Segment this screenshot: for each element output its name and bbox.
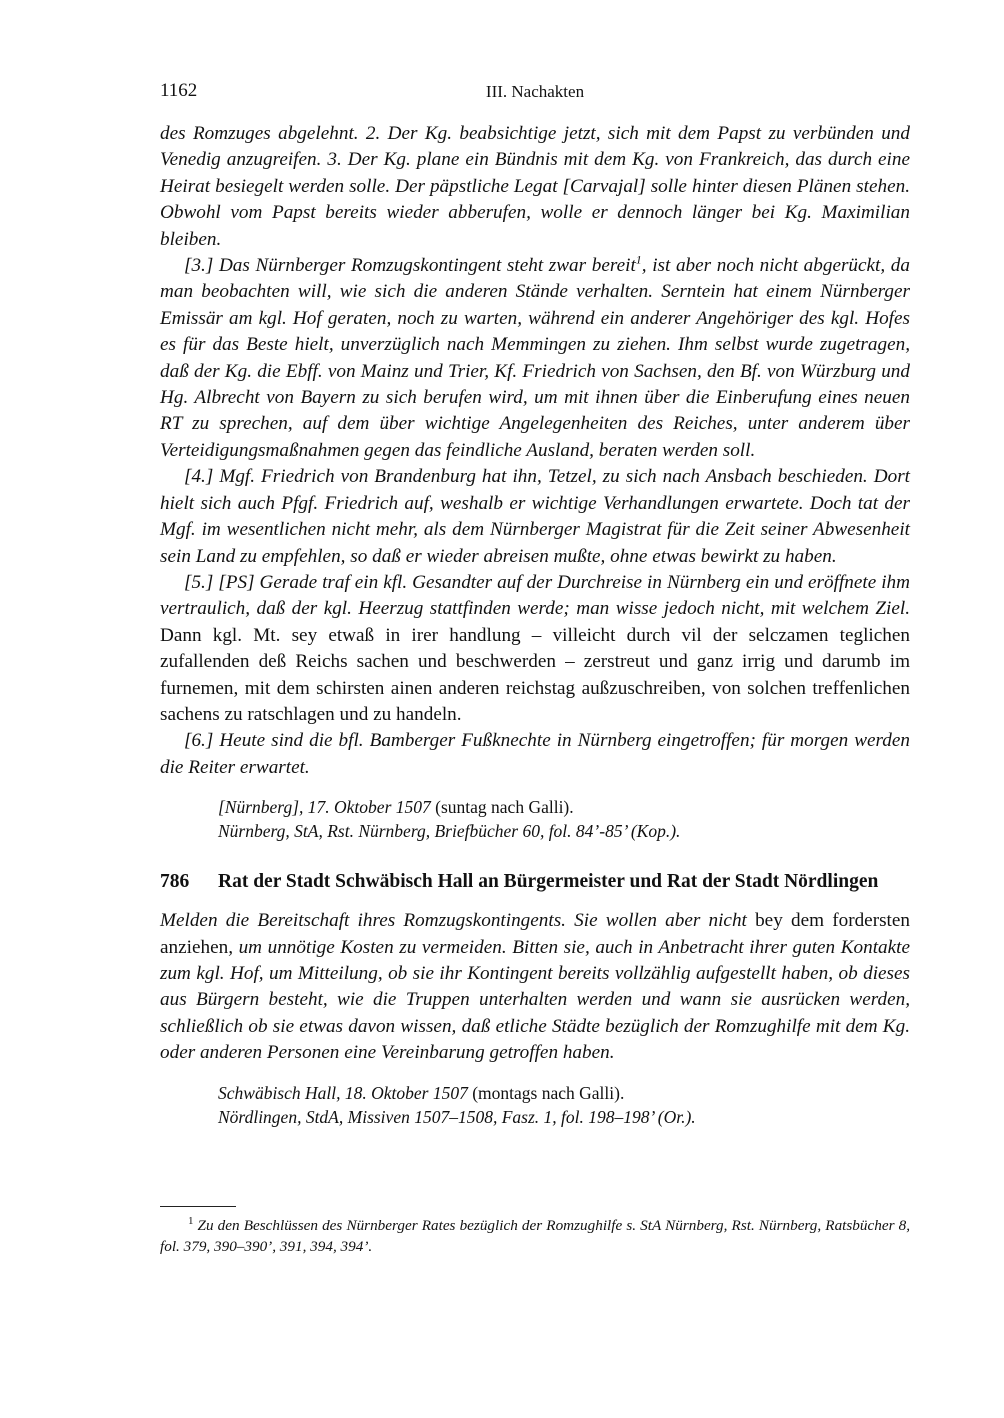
source-citation: Nördlingen, StdA, Missiven 1507–1508, Fasz. 1, fol. 198–198’ (Or.). (218, 1106, 696, 1127)
paragraph-3 (160, 253, 910, 464)
dating-place-date: [Nürnberg], 17. Oktober 1507 (218, 797, 431, 818)
paragraph-5-summary: [5.] [PS] Gerade traf ein kfl. Gesandter auf der Durchreise in Nürnberg ein und eröffnete ihm vertraulich, daß der kgl. Heerzug stattfinden werde; man wisse jedoch nicht, mit welchem Ziel. (160, 571, 910, 620)
footnote-reference[interactable]: 1 (635, 252, 642, 267)
regest-quotation: bey dem fordersten anziehen (160, 910, 910, 958)
document-number: 786 (160, 871, 190, 893)
continuation-paragraph: des Romzuges abgelehnt. 2. Der Kg. beabsichtige jetzt, sich mit dem Papst zu verbünden und Venedig anzugreifen. 3. Der Kg. plane ein Bündnis mit dem Kg. von Frankreich, das durch eine Heirat besiegelt werden solle. Der päpstliche Legat [Carvajal] solle hinter diesen Plänen stehen. Obwohl vom Papst bereits wieder abberufen, wolle er dennoch länger bei Kg. Maximilian bleiben. (160, 123, 910, 250)
paragraph-6: [6.] Heute sind die bfl. Bamberger Fußknechte in Nürnberg eingetroffen; für morgen werden die Reiter erwartet. (160, 730, 910, 778)
dating-place-date: Schwäbisch Hall, 18. Oktober 1507 (218, 1082, 468, 1103)
footnote-text: Zu den Beschlüssen des Nürnberger Rates bezüglich der Romzughilfe s. StA Nürnberg, Rst. Nürnberg, Ratsbücher 8, fol. 379, 390–390’, 391, 394, 394’. (160, 1217, 910, 1256)
paragraph-4: [4.] Mgf. Friedrich von Brandenburg hat ihn, Tetzel, zu sich nach Ansbach beschieden. Dort hielt sich auch Pfgf. Friedrich auf, weshalb er wichtige Verhandlungen erwartete. Doch tat der Mgf. im wesentlichen nicht mehr, als dem Nürnberger Magistrat für die Zeit seiner Abwesenheit sein Land zu empfehlen, so daß er wieder abreisen mußte, ohne etwas bewirkt zu haben. (160, 466, 910, 567)
page-header (160, 80, 910, 110)
paragraph-3-text: [3.] Das Nürnberger Romzugskontingent steht zwar bereit (184, 255, 636, 277)
main-text (160, 121, 910, 1129)
dating-original-date: (suntag nach Galli). (430, 797, 574, 818)
paragraph-3-text-continued: , ist aber noch nicht abgerückt, da man beobachten will, wie sich die anderen Stände verhalten. Serntein hat einem Nürnberger Emissär am kgl. Hof geraten, noch zu warten, während ein anderer Angehöriger des kgl. Hofes es für das Beste hielt, unverzüglich nach Memmingen zu ziehen. Ihm selbst wurde zugetragen, daß der Kg. die Ebff. von Mainz und Trier, Kf. Friedrich von Sachsen, den Bf. von Würzburg und Hg. Albrecht von Bayern zu sich berufen wird, um mit ihnen über die Einberufung eines neuen RT zu sprechen, auf dem über wichtige Angelegenheiten des Reiches, unter anderem über Verteidigungsmaßnahmen gegen das feindliche Ausland, beraten werden soll. (160, 255, 910, 461)
footnote-divider (160, 1206, 236, 1207)
dating-line (218, 1081, 910, 1105)
dating-line (218, 795, 910, 819)
document-title: Rat der Stadt Schwäbisch Hall an Bürgermeister und Rat der Stadt Nördlingen (218, 871, 879, 893)
document-heading-786 (160, 869, 910, 895)
source-citation: Nürnberg, StA, Rst. Nürnberg, Briefbücher 60, fol. 84’-85’ (Kop.). (218, 821, 681, 842)
paragraph-5-quotation: Dann kgl. Mt. sey etwaß in irer handlung – villeicht durch vil der selczamen teglichen zufallenden deß Reichs sachen und beschwerden – zerstreut und ganz irrig und darumb im furnemen, mit dem schirsten ainen anderen reichstag außzuschreiben, von solchen treffenlichen sachens zu ratschlagen und zu handeln. (160, 624, 910, 725)
regest-786 (160, 908, 910, 1066)
footnote (160, 1211, 910, 1257)
paragraph-5 (160, 570, 910, 728)
dating-block-785 (218, 795, 910, 843)
page-number: 1162 (160, 80, 198, 101)
footnote-mark: 1 (188, 1215, 194, 1227)
running-title: III. Nachakten (485, 82, 585, 101)
dating-block-786 (218, 1081, 910, 1129)
dating-original-date: (montags nach Galli). (467, 1082, 625, 1103)
regest-text: Melden die Bereitschaft ihres Romzugskontingents. Sie wollen aber nicht (160, 910, 747, 932)
regest-text-continued: , um unnötige Kosten zu vermeiden. Bitten sie, auch in Anbetracht ihrer guten Kontakte zum kgl. Hof, um Mitteilung, ob sie ihr Kontingent bereits vollzählig aufgestellt haben, ob dieses aus Bürgern besteht, wie die Truppen unterhalten werden und wann sie ausrücken werden, schließlich ob sie etwas davon wissen, daß etliche Städte bezüglich der Romzughilfe mit dem Kg. oder anderen Personen eine Vereinbarung getroffen haben. (160, 936, 910, 1064)
